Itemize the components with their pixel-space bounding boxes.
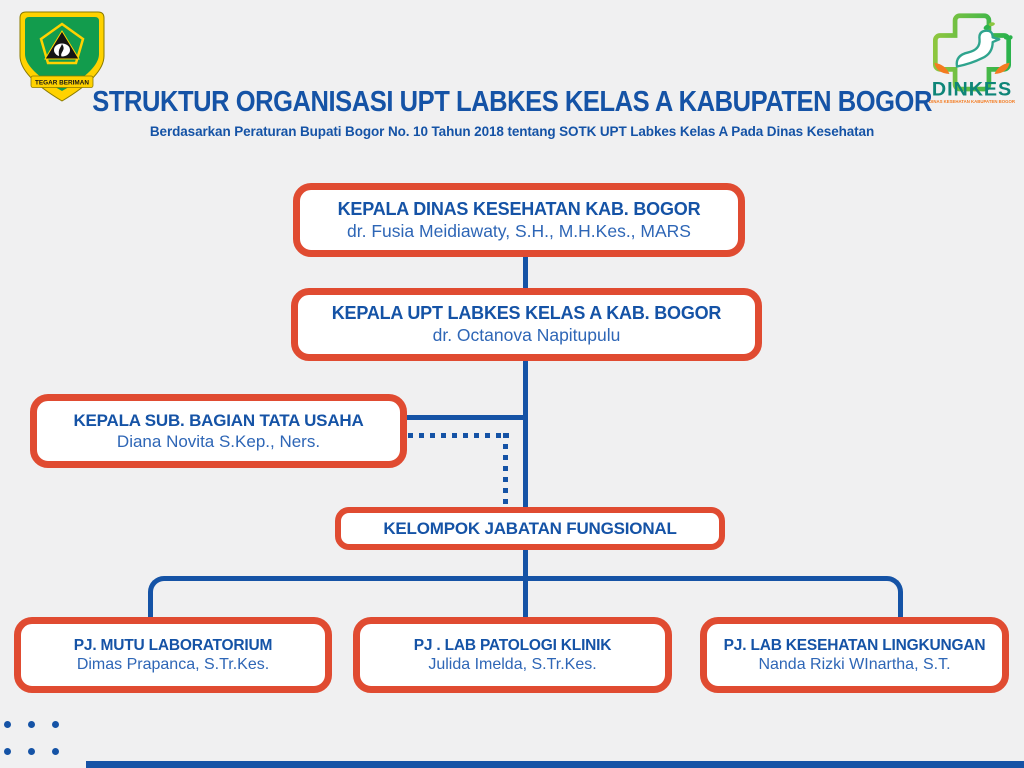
org-node-pj-mutu-laboratorium — [14, 617, 332, 693]
org-node-kelompok-jabatan-fungsional — [335, 507, 725, 550]
org-node-pj-lab-kesehatan-lingkungan — [700, 617, 1009, 693]
dinkes-subtext: DINAS KESEHATAN KABUPATEN BOGOR — [929, 99, 1015, 105]
node-title: PJ . LAB PATOLOGI KLINIK — [413, 636, 612, 654]
footer-accent-bar — [86, 761, 1024, 768]
node-title: PJ. MUTU LABORATORIUM — [73, 636, 273, 654]
dot — [28, 721, 35, 728]
connector-kjf-dotted-vertical — [503, 433, 508, 511]
seal-motto: TEGAR BERIMAN — [35, 79, 89, 87]
org-node-pj-lab-patologi-klinik — [353, 617, 672, 693]
dot — [52, 748, 59, 755]
dinkes-wordmark: DINKES — [931, 78, 1013, 101]
org-node-kepala-upt — [291, 288, 762, 361]
dot — [4, 721, 11, 728]
dot — [28, 748, 35, 755]
org-node-kepala-dinas — [293, 183, 745, 257]
dinkes-swan — [957, 31, 1000, 67]
page-subtitle: Berdasarkan Peraturan Bupati Bogor No. 10 Tahun 2018 tentang SOTK UPT Labkes Kelas A Pada Dinas Kesehatan — [149, 124, 875, 139]
dinkes-dot — [1008, 35, 1012, 39]
page-title: STRUKTUR ORGANISASI UPT LABKES KELAS A KABUPATEN BOGOR — [92, 86, 932, 118]
node-title: KEPALA SUB. BAGIAN TATA USAHA — [73, 410, 364, 430]
node-person: Julida Imelda, S.Tr.Kes. — [428, 655, 597, 673]
node-person: Nanda Rizki WInartha, S.T. — [758, 655, 951, 673]
dinkes-dot — [1004, 35, 1008, 39]
node-title: KEPALA DINAS KESEHATAN KAB. BOGOR — [337, 198, 701, 219]
node-title: KEPALA UPT LABKES KELAS A KAB. BOGOR — [331, 303, 722, 323]
dot — [52, 721, 59, 728]
connector-tata-usaha-solid — [405, 415, 526, 420]
node-person: Diana Novita S.Kep., Ners. — [116, 431, 321, 451]
node-person: Dimas Prapanca, S.Tr.Kes. — [76, 655, 270, 673]
node-person: dr. Octanova Napitupulu — [432, 325, 621, 345]
org-node-tata-usaha — [30, 394, 407, 468]
node-person: dr. Fusia Meidiawaty, S.H., M.H.Kes., MARS — [347, 220, 691, 241]
connector-bottom-bracket — [148, 576, 903, 619]
dot-pattern — [4, 721, 59, 755]
node-title: KELOMPOK JABATAN FUNGSIONAL — [383, 518, 677, 538]
connector-kjf-dotted-horizontal — [408, 433, 509, 438]
node-title: PJ. LAB KESEHATAN LINGKUNGAN — [723, 636, 986, 654]
dot — [4, 748, 11, 755]
